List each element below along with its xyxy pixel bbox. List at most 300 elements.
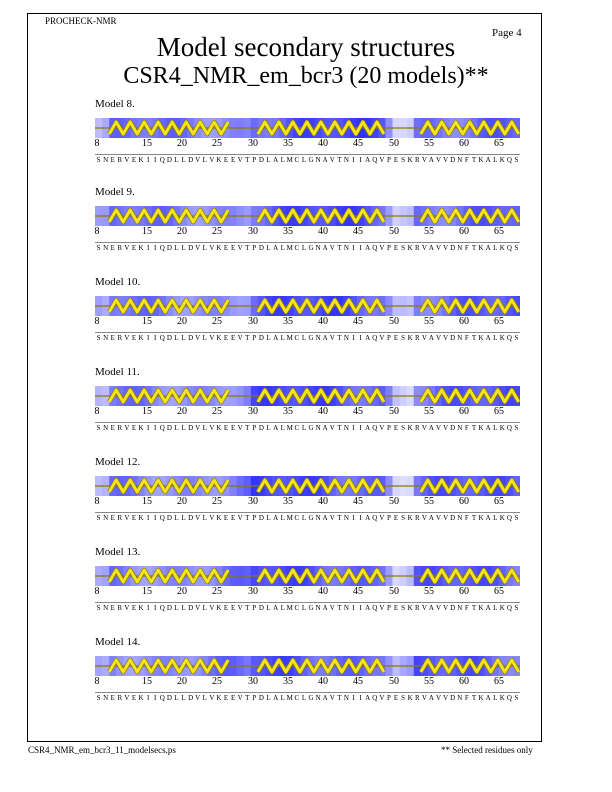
residue-letter: E bbox=[230, 694, 236, 702]
residue-letter: V bbox=[379, 604, 385, 612]
axis-tick-label: 20 bbox=[177, 676, 187, 687]
axis-tick-label: 55 bbox=[424, 586, 434, 597]
axis-tick-label: 55 bbox=[424, 496, 434, 507]
residue-letter: I bbox=[359, 244, 362, 252]
residue-letter: D bbox=[166, 514, 172, 522]
residue-letter: E bbox=[110, 604, 115, 612]
residue-letter: K bbox=[478, 694, 484, 702]
residue-letter: V bbox=[379, 514, 385, 522]
residue-letter: T bbox=[245, 156, 250, 164]
residue-letter: C bbox=[294, 334, 300, 342]
residue-letter: R bbox=[117, 334, 123, 342]
residue-letter: F bbox=[464, 156, 469, 164]
residue-letter: D bbox=[258, 334, 264, 342]
residue-letter: D bbox=[450, 604, 456, 612]
residue-letter: Q bbox=[159, 244, 165, 252]
residue-letter: I bbox=[359, 604, 362, 612]
residue-letter: P bbox=[252, 604, 257, 612]
residue-letter: I bbox=[352, 334, 355, 342]
axis-tick-label: 50 bbox=[389, 676, 399, 687]
page-number: Page 4 bbox=[492, 27, 522, 39]
page-title: Model secondary structures bbox=[156, 32, 456, 62]
residue-letter: S bbox=[401, 424, 406, 432]
residue-letter: V bbox=[124, 514, 130, 522]
residue-letter: S bbox=[96, 424, 101, 432]
residue-letter: A bbox=[322, 694, 328, 702]
residue-letter: L bbox=[202, 694, 207, 702]
residue-letter: L bbox=[174, 244, 179, 252]
secondary-structure-track bbox=[95, 296, 520, 316]
sequence-rule bbox=[95, 242, 520, 243]
residue-letter: P bbox=[252, 244, 257, 252]
model-label: Model 12. bbox=[95, 456, 141, 468]
residue-letter: T bbox=[245, 424, 250, 432]
page-subtitle: CSR4_NMR_em_bcr3 (20 models)** bbox=[123, 63, 489, 89]
residue-letter: S bbox=[514, 156, 519, 164]
axis-tick-label: 65 bbox=[494, 138, 504, 149]
residue-letter: A bbox=[322, 604, 328, 612]
axis-tick-label: 35 bbox=[283, 406, 293, 417]
residue-letter: P bbox=[252, 694, 257, 702]
residue-letter: K bbox=[407, 694, 413, 702]
residue-letter: T bbox=[471, 334, 477, 342]
axis-tick-label: 20 bbox=[177, 496, 187, 507]
residue-letter: N bbox=[103, 244, 109, 252]
secondary-structure-track bbox=[95, 656, 520, 676]
residue-letter: L bbox=[181, 244, 186, 252]
residue-letter: N bbox=[457, 604, 463, 612]
residue-letter: V bbox=[209, 424, 215, 432]
residue-letter: K bbox=[138, 424, 144, 432]
residue-letter: S bbox=[96, 514, 101, 522]
residue-letter: K bbox=[216, 244, 222, 252]
sequence-rule bbox=[95, 692, 520, 693]
axis-tick-label: 40 bbox=[318, 406, 328, 417]
residue-letter: N bbox=[343, 334, 349, 342]
residue-letter: A bbox=[428, 244, 434, 252]
residue-letter: V bbox=[124, 244, 130, 252]
residue-letter: D bbox=[258, 514, 264, 522]
residue-letter: V bbox=[237, 244, 243, 252]
residue-letter: T bbox=[471, 604, 477, 612]
axis-tick-label: 15 bbox=[142, 406, 152, 417]
residue-letter: R bbox=[414, 156, 420, 164]
axis-tick-label: 25 bbox=[212, 138, 222, 149]
residue-letter: D bbox=[450, 156, 456, 164]
secondary-structure-track bbox=[95, 118, 520, 138]
residue-letter: L bbox=[174, 156, 179, 164]
residue-letter: R bbox=[414, 334, 420, 342]
residue-letter: R bbox=[117, 514, 123, 522]
axis-tick-label: 60 bbox=[459, 496, 469, 507]
residue-letter: P bbox=[387, 244, 391, 252]
secondary-structure-track bbox=[95, 386, 520, 406]
residue-letter: K bbox=[216, 694, 222, 702]
residue-letter: S bbox=[514, 334, 519, 342]
residue-letter: A bbox=[485, 604, 491, 612]
residue-letter: K bbox=[216, 334, 222, 342]
residue-letter: T bbox=[245, 244, 250, 252]
axis-tick-label: 25 bbox=[212, 676, 222, 687]
residue-letter: K bbox=[216, 514, 222, 522]
residue-letter: F bbox=[464, 334, 469, 342]
residue-letter: K bbox=[138, 156, 144, 164]
residue-letter: V bbox=[421, 424, 427, 432]
axis-tick-label: 8 bbox=[94, 316, 100, 327]
residue-letter: K bbox=[478, 424, 484, 432]
residue-letter: V bbox=[195, 334, 201, 342]
residue-letter: D bbox=[188, 156, 194, 164]
axis-tick-label: 60 bbox=[459, 586, 469, 597]
residue-letter: I bbox=[359, 694, 362, 702]
residue-letter: N bbox=[343, 244, 349, 252]
residue-letter: S bbox=[96, 694, 101, 702]
residue-letter: Q bbox=[506, 604, 512, 612]
axis-tick-label: 55 bbox=[424, 406, 434, 417]
footer-filename: CSR4_NMR_em_bcr3_11_modelsecs.ps bbox=[28, 745, 176, 755]
residue-letter: T bbox=[471, 424, 477, 432]
residue-letter: A bbox=[273, 514, 279, 522]
residue-letter: I bbox=[352, 156, 355, 164]
axis-tick-label: 35 bbox=[283, 586, 293, 597]
residue-letter: L bbox=[493, 604, 498, 612]
residue-letter: K bbox=[499, 604, 505, 612]
residue-letter: N bbox=[315, 244, 321, 252]
residue-letter: C bbox=[294, 244, 300, 252]
residue-letter: L bbox=[493, 334, 498, 342]
residue-letter: D bbox=[258, 424, 264, 432]
residue-letter: N bbox=[457, 156, 463, 164]
residue-letter: V bbox=[209, 514, 215, 522]
residue-letter: V bbox=[379, 244, 385, 252]
residue-letter: A bbox=[428, 424, 434, 432]
residue-letter: L bbox=[493, 244, 498, 252]
residue-letter: K bbox=[499, 244, 505, 252]
residue-letter: E bbox=[393, 244, 399, 252]
axis-tick-label: 30 bbox=[248, 586, 258, 597]
model-label: Model 14. bbox=[95, 636, 141, 648]
axis-tick-label: 20 bbox=[177, 586, 187, 597]
axis-tick-label: 45 bbox=[353, 226, 363, 237]
sequence-rule bbox=[95, 332, 520, 333]
residue-letter: V bbox=[195, 156, 201, 164]
residue-letter: Q bbox=[372, 244, 378, 252]
residue-letter: N bbox=[315, 334, 321, 342]
residue-letter: L bbox=[301, 694, 307, 702]
residue-letter: L bbox=[202, 604, 207, 612]
axis-tick-label: 30 bbox=[248, 406, 258, 417]
residue-letter: T bbox=[337, 156, 342, 164]
residue-letter: N bbox=[315, 694, 321, 702]
residue-letter: C bbox=[294, 604, 300, 612]
residue-letter: E bbox=[110, 156, 115, 164]
residue-letter: K bbox=[216, 156, 222, 164]
model-strip bbox=[0, 636, 612, 726]
residue-letter: F bbox=[464, 244, 469, 252]
residue-letter: L bbox=[202, 334, 207, 342]
residue-letter: V bbox=[237, 514, 243, 522]
residue-letter: S bbox=[514, 424, 519, 432]
axis-tick-label: 35 bbox=[283, 676, 293, 687]
residue-letter: Q bbox=[159, 424, 165, 432]
axis-tick-label: 15 bbox=[142, 316, 152, 327]
residue-letter: D bbox=[450, 514, 456, 522]
residue-letter: K bbox=[216, 424, 222, 432]
axis-tick-label: 50 bbox=[389, 586, 399, 597]
residue-letter: A bbox=[428, 334, 434, 342]
axis-tick-label: 55 bbox=[424, 316, 434, 327]
axis-tick-label: 30 bbox=[248, 226, 258, 237]
model-strip bbox=[0, 276, 612, 366]
residue-letter: A bbox=[322, 424, 328, 432]
residue-letter: R bbox=[117, 156, 123, 164]
residue-letter: F bbox=[464, 424, 469, 432]
residue-letter: D bbox=[166, 694, 172, 702]
residue-letter: V bbox=[124, 694, 130, 702]
residue-letter: T bbox=[245, 514, 250, 522]
axis-tick-label: 55 bbox=[424, 676, 434, 687]
residue-letter: K bbox=[478, 156, 484, 164]
residue-letter: K bbox=[407, 244, 413, 252]
axis-tick-label: 20 bbox=[177, 226, 187, 237]
residue-letter: M bbox=[286, 604, 293, 612]
residue-letter: T bbox=[337, 424, 342, 432]
model-strip bbox=[0, 98, 612, 188]
residue-letter: L bbox=[202, 424, 207, 432]
axis-tick-label: 40 bbox=[318, 676, 328, 687]
residue-letter: L bbox=[202, 514, 207, 522]
residue-letter: N bbox=[315, 514, 321, 522]
residue-letter: K bbox=[407, 334, 413, 342]
residue-letter: Q bbox=[506, 694, 512, 702]
residue-letter: D bbox=[166, 156, 172, 164]
residue-letter: S bbox=[401, 514, 406, 522]
residue-letter: V bbox=[421, 244, 427, 252]
axis-tick-label: 25 bbox=[212, 496, 222, 507]
residue-letter: L bbox=[280, 156, 285, 164]
residue-letter: R bbox=[117, 244, 123, 252]
axis-tick-label: 45 bbox=[353, 138, 363, 149]
residue-letter: C bbox=[294, 424, 300, 432]
residue-letter: S bbox=[401, 604, 406, 612]
axis-tick-label: 20 bbox=[177, 138, 187, 149]
residue-letter: Q bbox=[159, 604, 165, 612]
axis-tick-label: 65 bbox=[494, 406, 504, 417]
residue-letter: S bbox=[514, 514, 519, 522]
secondary-structure-track bbox=[95, 566, 520, 586]
residue-letter: T bbox=[245, 604, 250, 612]
residue-letter: V bbox=[124, 334, 130, 342]
residue-letter: E bbox=[393, 334, 399, 342]
residue-letter: L bbox=[266, 604, 271, 612]
residue-letter: L bbox=[266, 156, 271, 164]
residue-letter: I bbox=[154, 604, 157, 612]
residue-letter: L bbox=[301, 334, 307, 342]
residue-letter: V bbox=[421, 334, 427, 342]
residue-letter: D bbox=[258, 694, 264, 702]
axis-tick-label: 45 bbox=[353, 406, 363, 417]
residue-letter: V bbox=[436, 334, 442, 342]
residue-letter: N bbox=[343, 514, 349, 522]
model-label: Model 11. bbox=[95, 366, 140, 378]
residue-letter: I bbox=[146, 604, 150, 612]
axis-tick-label: 50 bbox=[389, 226, 399, 237]
residue-letter: N bbox=[343, 424, 349, 432]
residue-letter: V bbox=[436, 514, 442, 522]
residue-letter: R bbox=[414, 604, 420, 612]
residue-letter: T bbox=[337, 514, 342, 522]
residue-letter: V bbox=[195, 694, 201, 702]
residue-letter: C bbox=[294, 514, 300, 522]
axis-tick-label: 35 bbox=[283, 226, 293, 237]
residue-letter: D bbox=[258, 244, 264, 252]
residue-letter: K bbox=[216, 604, 222, 612]
residue-letter: D bbox=[258, 604, 264, 612]
residue-letter: L bbox=[266, 244, 271, 252]
residue-letter: R bbox=[414, 514, 420, 522]
residue-letter: L bbox=[174, 334, 179, 342]
residue-letter: V bbox=[329, 156, 335, 164]
residue-letter: K bbox=[478, 334, 484, 342]
residue-letter: V bbox=[379, 156, 385, 164]
residue-letter: N bbox=[457, 424, 463, 432]
residue-letter: I bbox=[146, 244, 150, 252]
residue-letter: P bbox=[252, 514, 257, 522]
axis-tick-label: 15 bbox=[142, 676, 152, 687]
residue-letter: V bbox=[329, 694, 335, 702]
residue-letter: L bbox=[174, 514, 179, 522]
residue-letter: L bbox=[493, 424, 498, 432]
residue-letter: E bbox=[230, 244, 236, 252]
residue-letter: Q bbox=[159, 156, 165, 164]
axis-tick-label: 25 bbox=[212, 316, 222, 327]
axis-tick-label: 50 bbox=[389, 406, 399, 417]
residue-letter: L bbox=[181, 694, 186, 702]
axis-tick-label: 60 bbox=[459, 676, 469, 687]
residue-letter: L bbox=[280, 514, 285, 522]
residue-letter: A bbox=[273, 604, 279, 612]
residue-letter: D bbox=[450, 334, 456, 342]
residue-letter: N bbox=[457, 514, 463, 522]
residue-letter: C bbox=[294, 156, 300, 164]
residue-letter: V bbox=[209, 604, 215, 612]
residue-letter: I bbox=[352, 424, 355, 432]
sequence-row bbox=[95, 514, 520, 526]
residue-letter: I bbox=[146, 514, 150, 522]
residue-letter: E bbox=[230, 424, 236, 432]
residue-letter: S bbox=[401, 334, 406, 342]
axis-tick-label: 65 bbox=[494, 496, 504, 507]
residue-letter: M bbox=[286, 156, 293, 164]
residue-letter: V bbox=[443, 156, 449, 164]
residue-letter: L bbox=[174, 424, 179, 432]
model-label: Model 13. bbox=[95, 546, 141, 558]
axis-tick-label: 40 bbox=[318, 138, 328, 149]
residue-letter: I bbox=[352, 604, 355, 612]
residue-letter: D bbox=[188, 514, 194, 522]
residue-letter: V bbox=[329, 424, 335, 432]
residue-letter: V bbox=[195, 604, 201, 612]
residue-letter: K bbox=[407, 514, 413, 522]
sequence-row bbox=[95, 604, 520, 616]
axis-tick-label: 45 bbox=[353, 316, 363, 327]
residue-letter: L bbox=[301, 156, 307, 164]
residue-letter: E bbox=[223, 334, 229, 342]
residue-letter: G bbox=[308, 514, 314, 522]
residue-letter: D bbox=[188, 424, 194, 432]
residue-letter: S bbox=[514, 694, 519, 702]
residue-letter: L bbox=[280, 694, 285, 702]
residue-letter: V bbox=[443, 694, 449, 702]
secondary-structure-track bbox=[95, 206, 520, 226]
residue-letter: A bbox=[485, 244, 491, 252]
residue-letter: I bbox=[154, 694, 157, 702]
residue-letter: A bbox=[273, 244, 279, 252]
residue-letter: V bbox=[329, 244, 335, 252]
residue-letter: Q bbox=[159, 514, 165, 522]
sequence-row bbox=[95, 694, 520, 706]
residue-letter: A bbox=[322, 334, 328, 342]
axis-tick-label: 8 bbox=[94, 226, 100, 237]
residue-letter: P bbox=[252, 156, 257, 164]
residue-letter: V bbox=[209, 244, 215, 252]
axis-tick-label: 65 bbox=[494, 586, 504, 597]
residue-letter: K bbox=[499, 424, 505, 432]
residue-letter: I bbox=[154, 424, 157, 432]
residue-letter: I bbox=[359, 514, 362, 522]
residue-letter: I bbox=[359, 424, 362, 432]
residue-letter: L bbox=[266, 334, 271, 342]
residue-letter: P bbox=[387, 604, 391, 612]
residue-letter: V bbox=[124, 156, 130, 164]
axis-tick-label: 20 bbox=[177, 406, 187, 417]
residue-letter: V bbox=[237, 694, 243, 702]
axis-tick-label: 65 bbox=[494, 676, 504, 687]
residue-letter: D bbox=[188, 244, 194, 252]
residue-letter: E bbox=[223, 424, 229, 432]
residue-letter: T bbox=[337, 694, 342, 702]
residue-letter: N bbox=[103, 514, 109, 522]
sequence-row bbox=[95, 334, 520, 346]
residue-letter: L bbox=[181, 334, 186, 342]
residue-letter: V bbox=[209, 694, 215, 702]
residue-letter: D bbox=[258, 156, 264, 164]
residue-letter: V bbox=[209, 156, 215, 164]
residue-letter: V bbox=[379, 334, 385, 342]
residue-letter: N bbox=[103, 424, 109, 432]
residue-letter: P bbox=[387, 514, 391, 522]
residue-letter: L bbox=[266, 694, 271, 702]
axis-tick-label: 65 bbox=[494, 226, 504, 237]
model-label: Model 10. bbox=[95, 276, 141, 288]
model-strip bbox=[0, 186, 612, 276]
residue-letter: V bbox=[124, 604, 130, 612]
axis-tick-label: 35 bbox=[283, 138, 293, 149]
residue-letter: D bbox=[166, 604, 172, 612]
axis-tick-label: 8 bbox=[94, 586, 100, 597]
residue-letter: N bbox=[457, 694, 463, 702]
residue-letter: A bbox=[428, 156, 434, 164]
residue-letter: A bbox=[365, 604, 371, 612]
axis-tick-label: 45 bbox=[353, 586, 363, 597]
residue-letter: L bbox=[493, 156, 498, 164]
footer-note: ** Selected residues only bbox=[441, 745, 533, 755]
residue-letter: Q bbox=[159, 334, 165, 342]
residue-letter: K bbox=[138, 694, 144, 702]
residue-letter: A bbox=[365, 334, 371, 342]
residue-letter: M bbox=[286, 694, 293, 702]
program-label: PROCHECK-NMR bbox=[45, 16, 117, 26]
